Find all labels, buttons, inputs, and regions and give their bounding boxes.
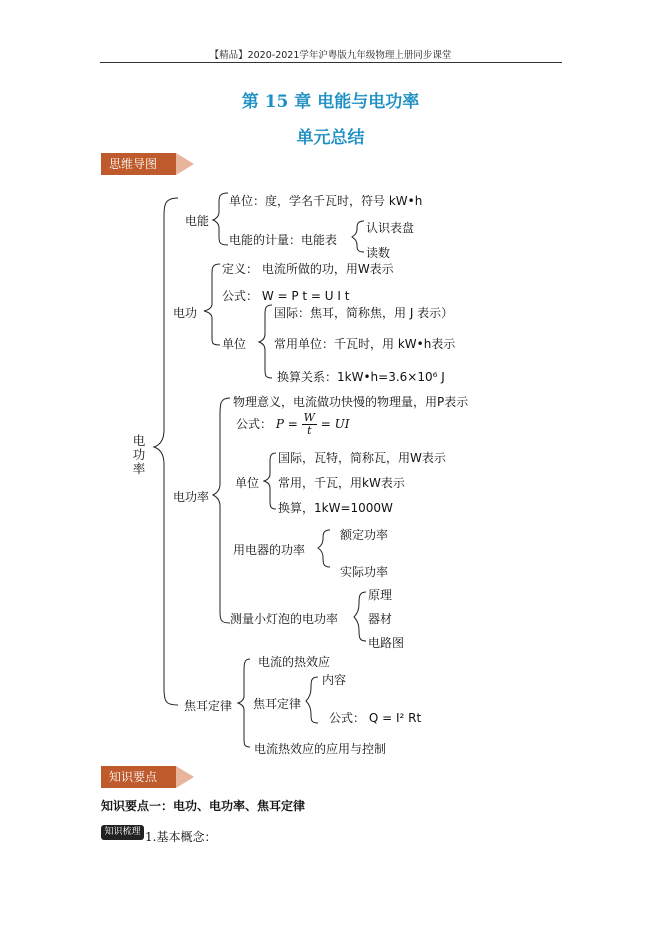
mindmap-root: 电功率 [132,433,146,476]
appliance-item-1: 额定功率 [340,528,389,542]
knowledge-tag-label: 知识要点 [101,766,176,788]
joule-law: 焦耳定律 [253,697,302,711]
formula-denominator: t [307,424,312,437]
dianneng-brace [213,193,228,245]
dianneng-measure-item-1: 认识表盘 [366,221,415,235]
knowledge-badge: 知识梳理 [101,825,144,840]
diangonglv-unit-item-3: 换算，1kW=1000W [278,501,393,515]
measure-lamp-item-3: 电路图 [368,636,405,650]
joule-application: 电流热效应的应用与控制 [254,742,387,756]
joule-law-brace [306,677,318,723]
dianneng-measure-item-2: 读数 [366,246,391,260]
dianneng-measure: 电能的计量：电能表 [229,233,338,247]
basic-concepts: 1.基本概念： [145,830,217,844]
measure-lamp-item-2: 器材 [368,612,393,626]
diangonglv-unit-item-2: 常用，千瓦，用kW表示 [278,476,405,490]
measure-lamp-item-1: 原理 [368,588,393,602]
page-header: 【精品】2020-2021学年沪粤版九年级物理上册同步课堂 [209,50,452,61]
formula-fraction [302,412,317,437]
chapter-subtitle: 单元总结 [296,128,365,148]
dianneng-unit: 单位：度，学名千瓦时，符号 kW•h [229,194,423,208]
chapter-title: 第 15 章 电能与电功率 [241,92,420,112]
joule-brace [238,659,250,747]
appliance-brace [318,530,330,567]
diangong-brace [204,264,220,345]
root-brace [154,198,178,705]
formula-lhs: P = [275,417,298,431]
diangonglv-formula [236,412,350,437]
measure-brace [352,221,364,252]
appliance-item-2: 实际功率 [340,565,389,579]
diangong-unit-item-2: 常用单位：千瓦时，用 kW•h表示 [274,337,456,351]
formula-label: 公式： [236,417,273,431]
formula-rhs: = UI [320,417,350,431]
diangong-formula: 公式： W = P t = U I t [222,289,350,303]
joule-law-item-1: 内容 [322,673,347,687]
diangong-definition: 定义： 电流所做的功，用W表示 [222,262,394,276]
diangonglv-meaning: 物理意义，电流做功快慢的物理量，用P表示 [233,395,469,409]
mindmap-tag-label: 思维导图 [101,153,176,175]
diangong-unit-item-1: 国际：焦耳，简称焦，用 J 表示） [274,306,454,320]
measure-lamp-power: 测量小灯泡的电功率 [230,612,339,626]
tag-arrow-icon [176,766,194,788]
diangonglv-unit-label: 单位 [235,476,260,490]
diangonglv-unit-item-1: 国际，瓦特，简称瓦，用W表示 [278,451,446,465]
diangonglv-brace [213,398,230,623]
section-heading: 知识要点一：电功、电功率、焦耳定律 [101,799,306,813]
measure-lamp-brace [354,592,366,641]
joule-heat-effect: 电流的热效应 [258,655,331,669]
node-dianneng: 电能 [185,214,210,228]
node-joule: 焦耳定律 [184,699,233,713]
node-diangonglv: 电功率 [173,490,210,504]
node-diangong: 电功 [173,306,198,320]
diangong-unit-item-3: 换算关系：1kW•h=3.6×10⁶ J [277,370,445,384]
joule-law-item-2: 公式： Q = I² Rt [329,711,422,725]
formula-numerator: W [303,411,315,424]
appliance-power: 用电器的功率 [233,543,306,557]
diangong-unit-brace [259,305,272,378]
diangong-unit-label: 单位 [222,337,247,351]
diangonglv-unit-brace [264,453,276,509]
